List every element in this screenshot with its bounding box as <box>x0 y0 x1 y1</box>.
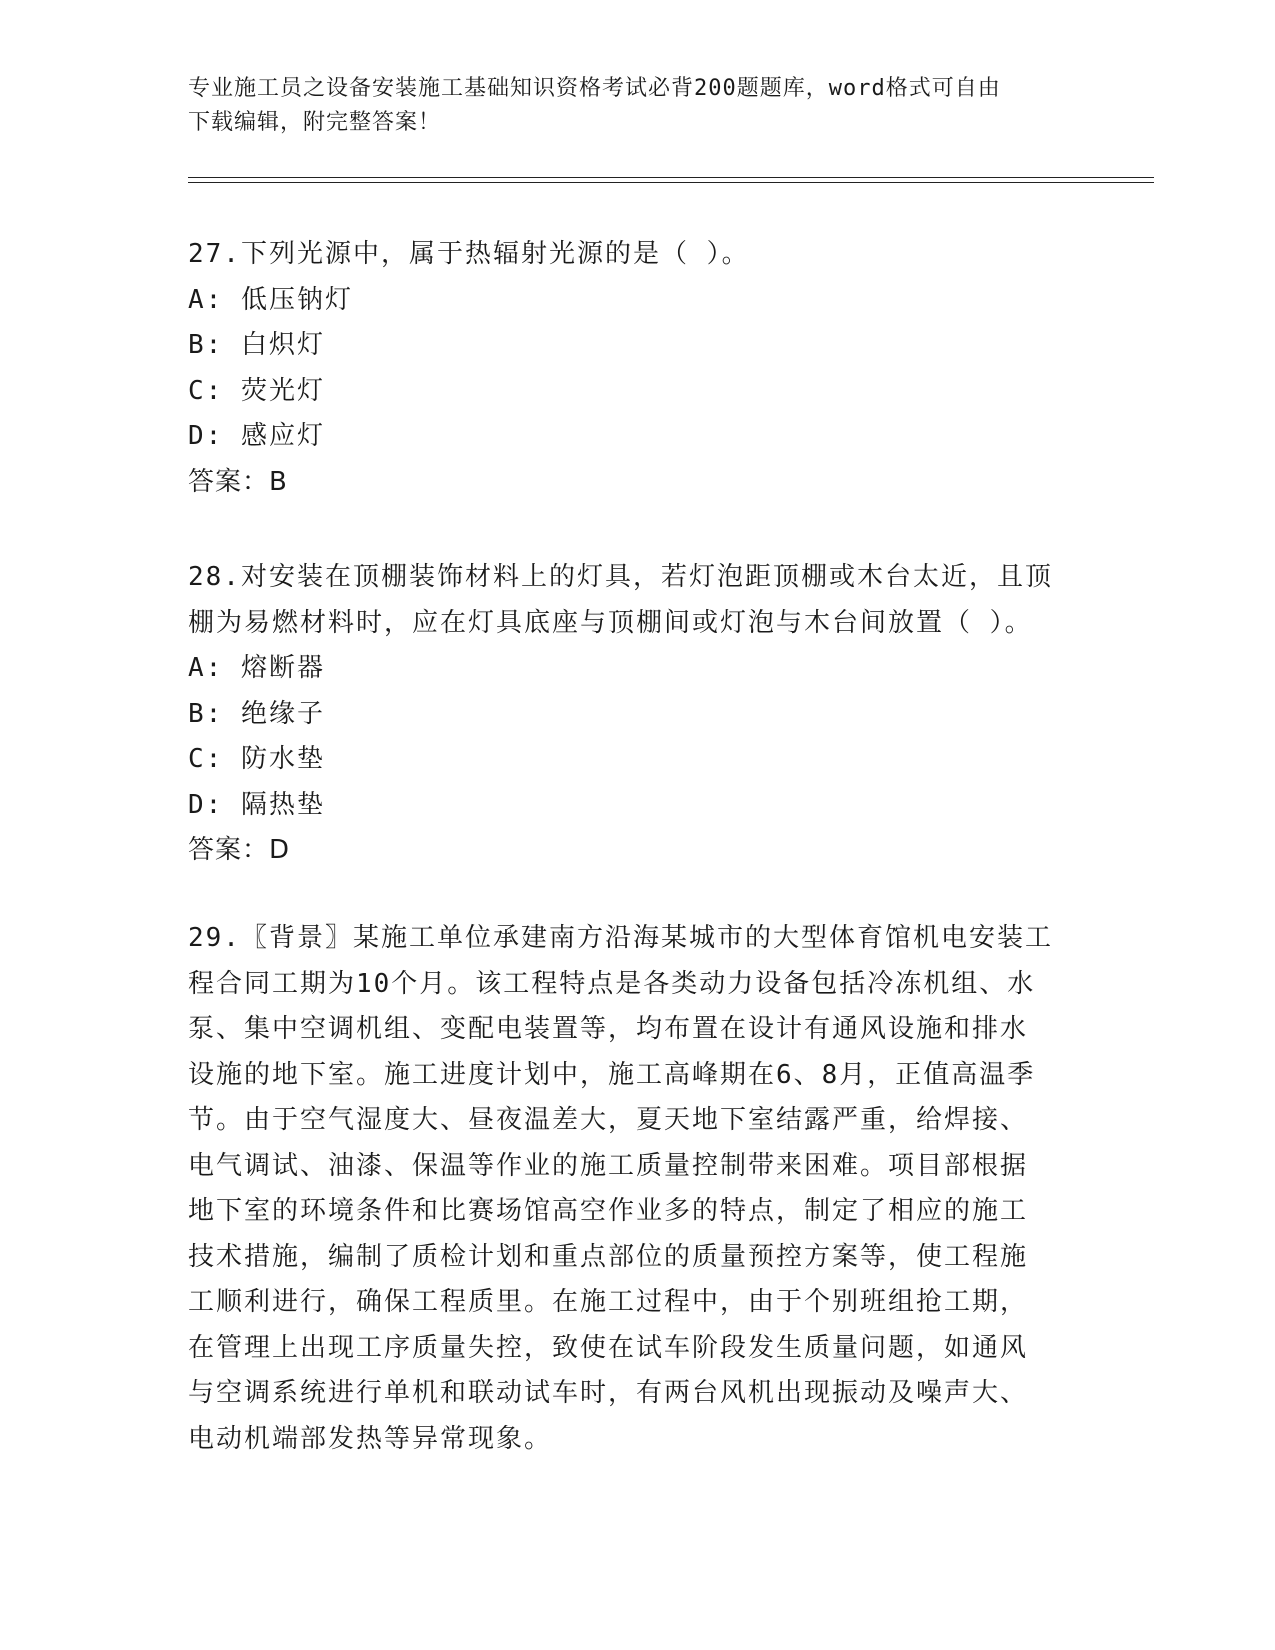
header-line: 专业施工员之设备安装施工基础知识资格考试必背200题题库，word格式可自由 <box>188 76 1001 101</box>
question-stem: 技术措施，编制了质检计划和重点部位的质量预控方案等，使工程施 <box>188 1241 1029 1272</box>
option-d: D: 感应灯 <box>188 421 325 451</box>
answer-label: 答案：B <box>188 466 288 497</box>
question-stem: 棚为易燃材料时，应在灯具底座与顶棚间或灯泡与木台间放置（ ）。 <box>188 607 1033 638</box>
option-d: D: 隔热垫 <box>188 789 325 820</box>
question-stem: 28.对安装在顶棚装饰材料上的灯具，若灯泡距顶棚或木台太近，且顶 <box>188 562 1053 592</box>
header-divider <box>188 182 1154 183</box>
header-divider <box>188 177 1154 178</box>
question-stem: 电动机端部发热等异常现象。 <box>188 1423 553 1454</box>
question-stem: 在管理上出现工序质量失控，致使在试车阶段发生质量问题，如通风 <box>188 1332 1029 1363</box>
question-stem: 泵、集中空调机组、变配电装置等，均布置在设计有通风设施和排水 <box>188 1014 1029 1044</box>
question-stem: 节。由于空气湿度大、昼夜温差大，夏天地下室结露严重，给焊接、 <box>188 1105 1029 1135</box>
question-stem: 27.下列光源中，属于热辐射光源的是（ ）。 <box>188 239 750 269</box>
question-27 <box>188 232 1088 505</box>
question-stem: 电气调试、油漆、保温等作业的施工质量控制带来困难。项目部根据 <box>188 1150 1029 1181</box>
question-29 <box>188 916 1088 1462</box>
question-stem: 29.〖背景〗某施工单位承建南方沿海某城市的大型体育馆机电安装工 <box>188 923 1053 953</box>
question-stem: 程合同工期为10个月。该工程特点是各类动力设备包括冷冻机组、水 <box>188 968 1036 999</box>
question-stem: 工顺利进行，确保工程质里。在施工过程中，由于个别班组抢工期， <box>188 1287 1029 1317</box>
option-b: B: 绝缘子 <box>188 698 325 729</box>
option-b: B: 白炽灯 <box>188 330 325 360</box>
option-c: C: 荧光灯 <box>188 375 325 406</box>
question-stem: 与空调系统进行单机和联动试车时，有两台风机出现振动及噪声大、 <box>188 1378 1029 1408</box>
question-stem: 设施的地下室。施工进度计划中，施工高峰期在6、8月，正值高温季 <box>188 1059 1036 1090</box>
question-28 <box>188 555 1088 874</box>
answer-label: 答案：D <box>188 835 291 865</box>
option-a: A: 低压钠灯 <box>188 284 353 315</box>
document-header <box>188 72 1068 140</box>
option-c: C: 防水垫 <box>188 744 325 774</box>
header-line: 下载编辑，附完整答案！ <box>188 110 442 135</box>
option-a: A: 熔断器 <box>188 653 325 683</box>
question-stem: 地下室的环境条件和比赛场馆高空作业多的特点，制定了相应的施工 <box>188 1196 1029 1226</box>
